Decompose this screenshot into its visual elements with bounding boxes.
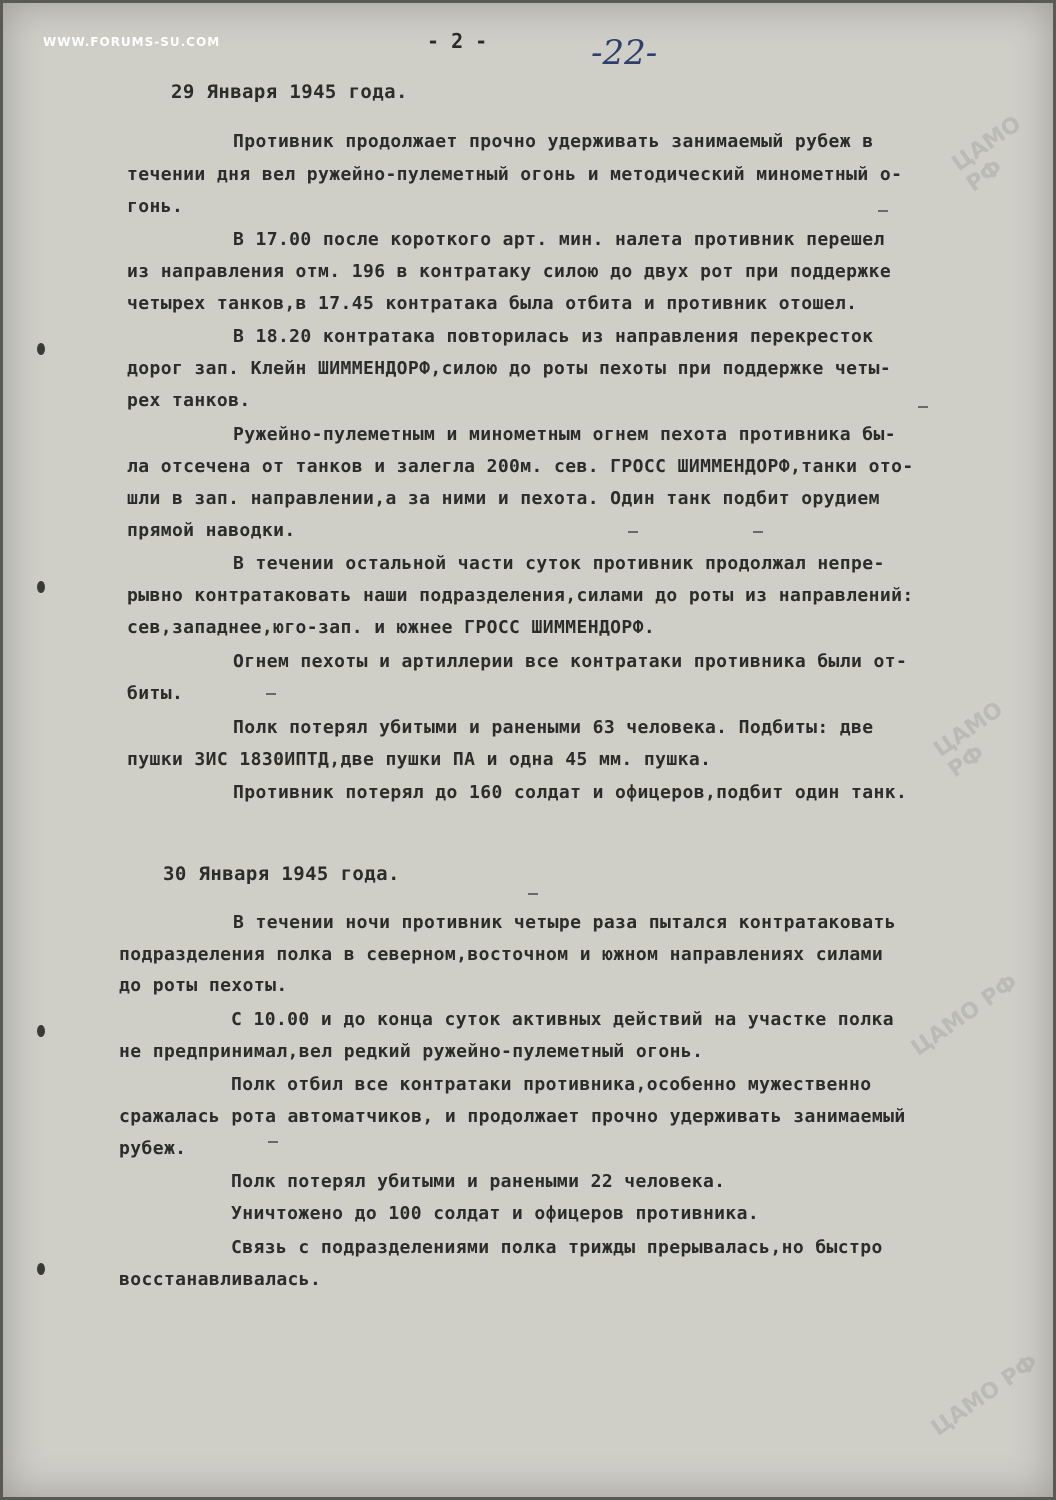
- text-line: дорог зап. Клейн ШИММЕНДОРФ,силою до роты пехоты при поддержке четы-: [127, 358, 892, 379]
- typewriter-mark: [918, 406, 928, 408]
- section-date: 29 Января 1945 года.: [171, 81, 408, 103]
- archive-stamp: ЦАМО РФ: [907, 969, 1023, 1062]
- text-line: четырех танков,в 17.45 контратака была отбита и противник отошел.: [127, 293, 858, 314]
- text-line: Противник продолжает прочно удерживать занимаемый рубеж в: [233, 131, 874, 152]
- text-line: В 18.20 контратака повторилась из направления перекресток: [233, 326, 874, 347]
- text-line: С 10.00 и до конца суток активных действий на участке полка: [231, 1009, 894, 1030]
- text-line: до роты пехоты.: [119, 975, 288, 996]
- text-line: В 17.00 после короткого арт. мин. налета противник перешел: [233, 229, 885, 250]
- binder-mark: [37, 581, 45, 593]
- text-line: рех танков.: [127, 390, 251, 411]
- section-date: 30 Января 1945 года.: [163, 863, 400, 885]
- text-line: биты.: [127, 683, 184, 704]
- typewriter-mark: [528, 893, 538, 895]
- archive-stamp: ЦАМО РФ: [929, 697, 1008, 783]
- text-line: подразделения полка в северном,восточном и южном направлениях силами: [119, 944, 884, 965]
- document-page: [3, 3, 1053, 1497]
- text-line: Огнем пехоты и артиллерии все контратаки противника были от-: [233, 651, 908, 672]
- typewriter-mark: [268, 1141, 278, 1143]
- typewriter-mark: [628, 531, 638, 533]
- binder-mark: [37, 1025, 45, 1037]
- site-watermark: WWW.FORUMS-SU.COM: [43, 35, 221, 49]
- text-line: гонь.: [127, 196, 184, 217]
- text-line: рывно контратаковать наши подразделения,силами до роты из направлений:: [127, 585, 914, 606]
- text-line: Уничтожено до 100 солдат и офицеров противника.: [231, 1203, 760, 1224]
- text-line: шли в зап. направлении,а за ними и пехота. Один танк подбит орудием: [127, 488, 880, 509]
- page-marker: - 2 -: [427, 29, 488, 53]
- text-line: ла отсечена от танков и залегла 200м. сев. ГРОСС ШИММЕНДОРФ,танки ото-: [127, 456, 914, 477]
- text-line: не предпринимал,вел редкий ружейно-пулеметный огонь.: [119, 1041, 704, 1062]
- text-line: Полк потерял убитыми и ранеными 63 человека. Подбиты: две: [233, 717, 874, 738]
- text-line: пушки ЗИС 1830ИПТД,две пушки ПА и одна 45 мм. пушка.: [127, 749, 712, 770]
- text-line: Ружейно-пулеметным и минометным огнем пехота противника бы-: [233, 424, 896, 445]
- text-line: сражалась рота автоматчиков, и продолжает прочно удерживать занимаемый: [119, 1106, 906, 1127]
- text-line: сев,западнее,юго-зап. и южнее ГРОСС ШИММЕНДОРФ.: [127, 617, 656, 638]
- handwritten-page-number: -22-: [591, 33, 658, 73]
- text-line: течении дня вел ружейно-пулеметный огонь и методический минометный о-: [127, 164, 903, 185]
- typewriter-mark: [878, 210, 888, 212]
- text-line: из направления отм. 196 в контратаку силою до двух рот при поддержке: [127, 261, 892, 282]
- binder-mark: [37, 343, 45, 355]
- text-line: прямой наводки.: [127, 520, 296, 541]
- archive-stamp: ЦАМО РФ: [927, 1349, 1043, 1442]
- archive-stamp: ЦАМО РФ: [947, 111, 1026, 198]
- text-line: Полк потерял убитыми и ранеными 22 человека.: [231, 1171, 726, 1192]
- binder-mark: [37, 1263, 45, 1275]
- text-line: Полк отбил все контратаки противника,особенно мужественно: [231, 1074, 872, 1095]
- text-line: В течении ночи противник четыре раза пытался контратаковать: [233, 912, 896, 933]
- text-line: Противник потерял до 160 солдат и офицеров,подбит один танк.: [233, 782, 908, 803]
- text-line: В течении остальной части суток противник продолжал непре-: [233, 553, 885, 574]
- typewriter-mark: [266, 693, 276, 695]
- typewriter-mark: [753, 531, 763, 533]
- text-line: рубеж.: [119, 1138, 187, 1159]
- text-line: восстанавливалась.: [119, 1269, 322, 1290]
- text-line: Связь с подразделениями полка трижды прерывалась,но быстро: [231, 1237, 883, 1258]
